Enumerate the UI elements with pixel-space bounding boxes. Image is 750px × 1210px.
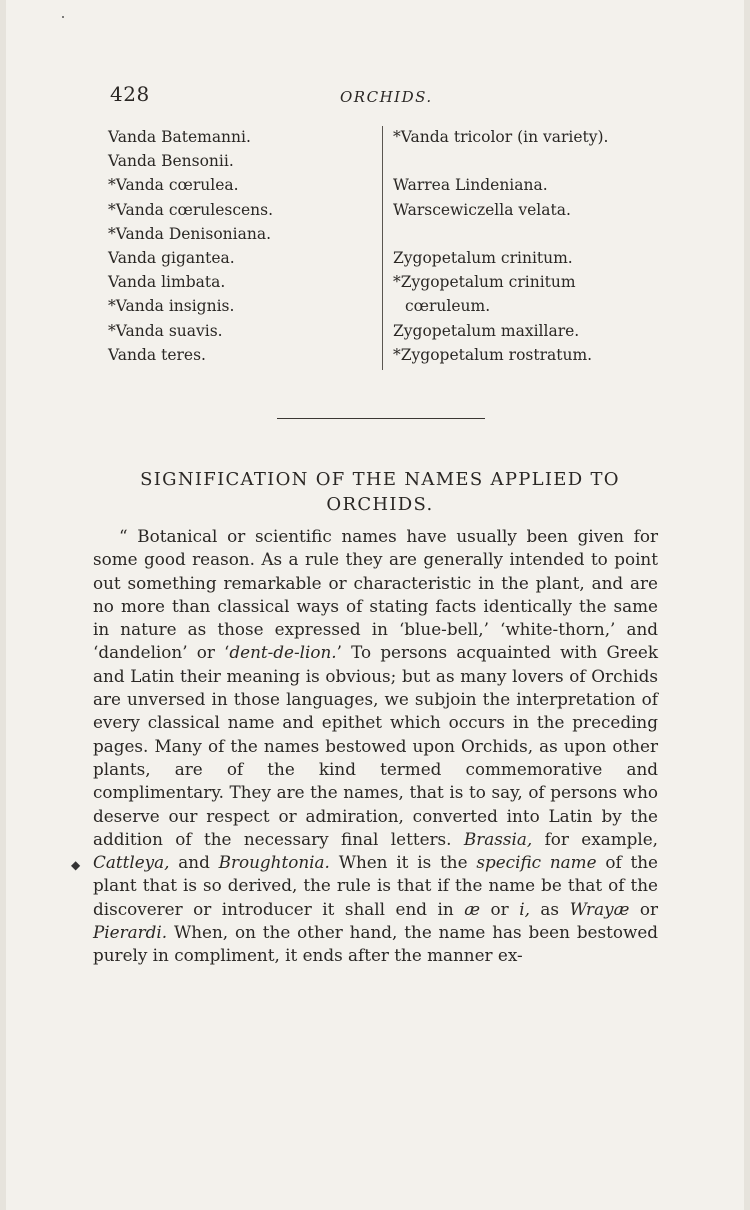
- text-run: or: [629, 898, 658, 919]
- list-item: Vanda teres.: [108, 345, 206, 364]
- list-item: Vanda limbata.: [108, 273, 226, 292]
- page-edge-right: [744, 0, 750, 1210]
- list-item: Warscewiczella velata.: [393, 200, 571, 219]
- list-item: Zygopetalum maxillare.: [393, 321, 580, 340]
- paper-speck: [62, 16, 64, 18]
- margin-mark-icon: ◆: [71, 858, 81, 872]
- species-list-right: [393, 125, 643, 367]
- list-item: *Vanda tricolor (in variety).: [393, 128, 609, 146]
- body-paragraph: [93, 525, 658, 968]
- italic-term: Brassia,: [463, 828, 533, 849]
- text-run: for example,: [532, 828, 658, 849]
- italic-term: Broughtonia.: [218, 852, 330, 873]
- italic-term: Wrayæ: [569, 898, 630, 919]
- section-separator: [277, 418, 485, 419]
- list-item: *Vanda insignis.: [108, 297, 235, 316]
- italic-term: specific name: [476, 852, 597, 873]
- list-item: Zygopetalum crinitum.: [393, 248, 573, 267]
- list-item: Vanda Bensonii.: [108, 152, 234, 171]
- species-list-left: [108, 125, 378, 367]
- text-run: When, on the other hand, the name has been bestowed purely in compliment, it ends after the manner ex-: [93, 922, 658, 966]
- text-run: “ Botanical or scientific names have usually been given for some good reason. As a rule they are generally intended to point out something remarkable or characteristic in the plant, and are no more than classical ways of stating facts identically the same in nature as those expressed in ‘blue-bell,’ ‘white-thorn,’ and ‘dandelion’ or ‘: [93, 526, 658, 663]
- list-item: *Vanda cœrulescens.: [108, 200, 274, 219]
- italic-term: i,: [519, 898, 530, 919]
- text-run: as: [529, 898, 570, 919]
- column-divider: [382, 126, 383, 370]
- list-item: Vanda gigantea.: [108, 248, 235, 267]
- section-heading: SIGNIFICATION OF THE NAMES APPLIED TO ORCHIDS.: [140, 469, 620, 515]
- list-item: *Vanda suavis.: [108, 321, 223, 340]
- italic-term: dent-de-lion.: [229, 642, 337, 663]
- list-item: *Zygopetalum rostratum.: [393, 345, 593, 364]
- italic-term: Cattleya,: [93, 852, 170, 873]
- list-item: Vanda Batemanni.: [108, 128, 251, 146]
- page-number: 428: [110, 82, 150, 106]
- text-run: ’ To persons acquainted with Greek and Latin their meaning is obvious; but as many lovers of Orchids are unversed in those languages, we subjoin the interpretation of every classical name and epithet which occurs in the preceding pages. Many of the names bestowed upon Orchids, as upon other plants, are of the kind termed commemorative and complimentary. They are the names, that is to say, of persons who deserve our respect or admiration, converted into Latin by the addition of the necessary final letters.: [93, 642, 659, 849]
- italic-term: æ: [464, 898, 481, 919]
- list-item: Warrea Lindeniana.: [393, 176, 548, 195]
- text-run: of the plant that is so derived, the rule is that if the name be that of the discoverer or introducer it shall end in: [93, 852, 658, 919]
- list-item: *Zygopetalum crinitum cœruleum.: [393, 273, 576, 316]
- text-run: When it is the: [329, 852, 477, 873]
- italic-term: Pierardi.: [93, 922, 168, 943]
- text-run: or: [480, 898, 520, 919]
- page-edge-left: [0, 0, 6, 1210]
- text-run: and: [169, 852, 219, 873]
- list-item: *Vanda cœrulea.: [108, 176, 239, 195]
- list-item: *Vanda Denisoniana.: [108, 224, 271, 243]
- running-head: ORCHIDS.: [340, 88, 433, 106]
